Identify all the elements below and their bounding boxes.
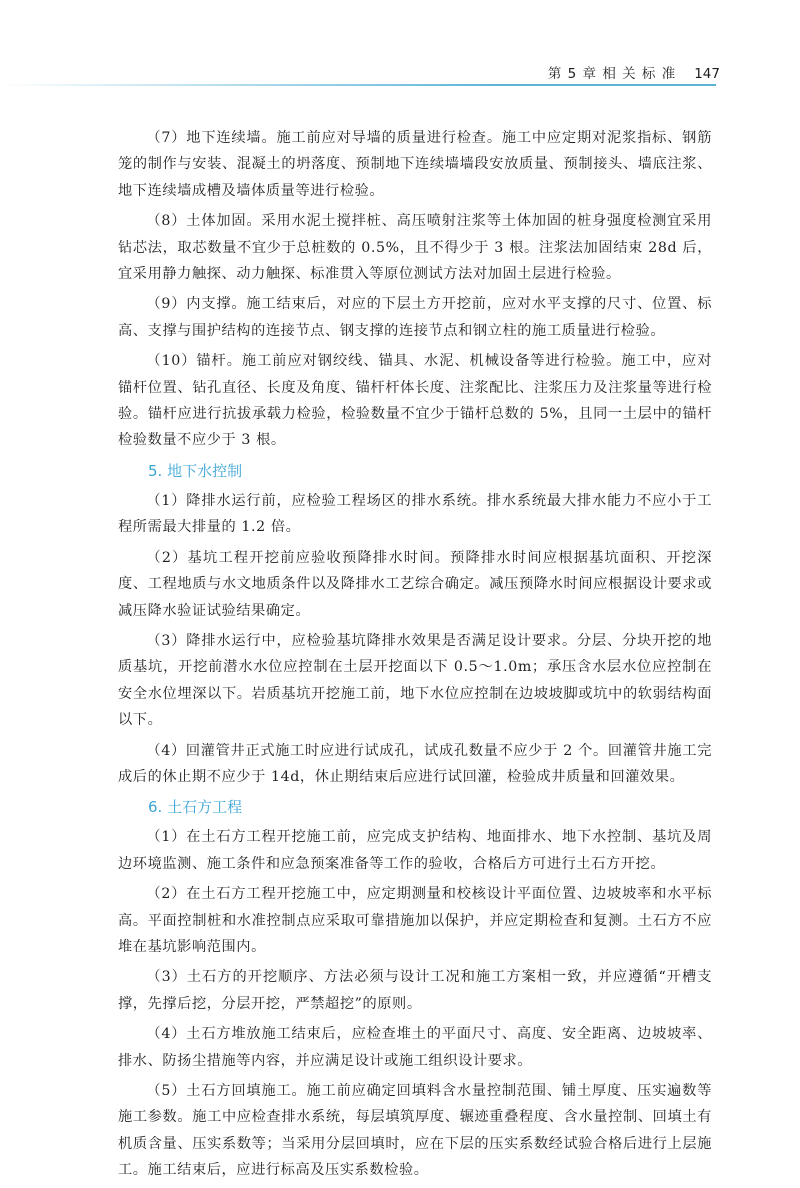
- paragraph-groundwater-2: （2）基坑工程开挖前应验收预降排水时间。预降排水时间应根据基坑面积、开挖深度、工程地质与水文地质条件以及降排水工艺综合确定。减压预降水时间应根据设计要求或减压降水验证试验结果确定。: [118, 549, 712, 619]
- section-heading-earthwork: 6. 土石方工程: [148, 798, 243, 817]
- paragraph-anchor: （10）锚杆。施工前应对钢绞线、锚具、水泥、机械设备等进行检验。施工中，应对锚杆位置、钻孔直径、长度及角度、锚杆杆体长度、注浆配比、注浆压力及注浆量等进行检验。锚杆应进行抗拔承载力检验，检验数量不宜少于锚杆总数的 5%，且同一土层中的锚杆检验数量不应少于 3 根。: [118, 353, 712, 449]
- paragraph-earthwork-4: （4）土石方堆放施工结束后，应检查堆土的平面尺寸、高度、安全距离、边坡坡率、排水、防扬尘措施等内容，并应满足设计或施工组织设计要求。: [118, 1026, 712, 1069]
- running-head: [548, 62, 720, 82]
- header-rule: [500, 84, 716, 86]
- paragraph-groundwater-1: （1）降排水运行前，应检验工程场区的排水系统。排水系统最大排水能力不应小于工程所需最大排量的 1.2 倍。: [118, 492, 712, 536]
- header-rule-fade: [0, 84, 500, 86]
- paragraph-groundwater-4: （4）回灌管井正式施工时应进行试成孔，试成孔数量不应少于 2 个。回灌管井施工完成后的休止期不应少于 14d，休止期结束后应进行试回灌，检验成井质量和回灌效果。: [118, 742, 712, 785]
- paragraph-earthwork-2: （2）在土石方工程开挖施工中，应定期测量和校核设计平面位置、边坡坡率和水平标高。平面控制桩和水准控制点应采取可靠措施加以保护，并应定期检查和复测。土石方不应堆在基坑影响范围内。: [118, 886, 712, 955]
- paragraph-internal-support: （9）内支撑。施工结束后，对应的下层土方开挖前，应对水平支撑的尺寸、位置、标高、支撑与围护结构的连接节点、钢支撑的连接节点和钢立柱的施工质量进行检验。: [118, 296, 712, 339]
- page-body: [118, 125, 712, 1188]
- page-header: [0, 0, 800, 88]
- chapter-title: 第 5 章 相 关 标 准: [547, 66, 677, 82]
- section-heading-groundwater: 5. 地下水控制: [148, 461, 243, 480]
- paragraph-soil-reinforcement: （8）土体加固。采用水泥土搅拌桩、高压喷射注浆等土体加固的桩身强度检测宜采用钻芯法，取芯数量不宜少于总桩数的 0.5%，且不得少于 3 根。注浆法加固结束 28d 后，宜采用静力触探、动力触探、标准贯入等原位测试方法对加固土层进行检验。: [118, 213, 712, 283]
- paragraph-groundwater-3: （3）降排水运行中，应检验基坑降排水效果是否满足设计要求。分层、分块开挖的地质基坑，开挖前潜水水位应控制在土层开挖面以下 0.5～1.0m；承压含水层水位应控制在安全水位埋深以下。岩质基坑开挖施工前，地下水位应控制在边坡坡脚或坑中的软弱结构面以下。: [118, 632, 712, 729]
- page-number: 147: [694, 66, 720, 82]
- paragraph-earthwork-3: （3）土石方的开挖顺序、方法必须与设计工况和施工方案相一致，并应遵循“开槽支撑，先撑后挖，分层开挖，严禁超挖”的原则。: [118, 969, 712, 1012]
- paragraph-earthwork-1: （1）在土石方工程开挖施工前，应完成支护结构、地面排水、地下水控制、基坑及周边环境监测、施工条件和应急预案准备等工作的验收，合格后方可进行土石方开挖。: [118, 829, 712, 872]
- paragraph-diaphragm-wall: （7）地下连续墙。施工前应对导墙的质量进行检查。施工中应定期对泥浆指标、钢筋笼的制作与安装、混凝土的坍落度、预制地下连续墙墙段安放质量、预制接头、墙底注浆、地下连续墙成槽及墙体质量等进行检验。: [118, 130, 712, 199]
- paragraph-earthwork-5: （5）土石方回填施工。施工前应确定回填料含水量控制范围、铺土厚度、压实遍数等施工参数。施工中应检查排水系统，每层填筑厚度、辗迹重叠程度、含水量控制、回填土有机质含量、压实系数等；当采用分层回填时，应在下层的压实系数经试验合格后进行上层施工。施工结束后，应进行标高及压实系数检验。: [118, 1083, 712, 1179]
